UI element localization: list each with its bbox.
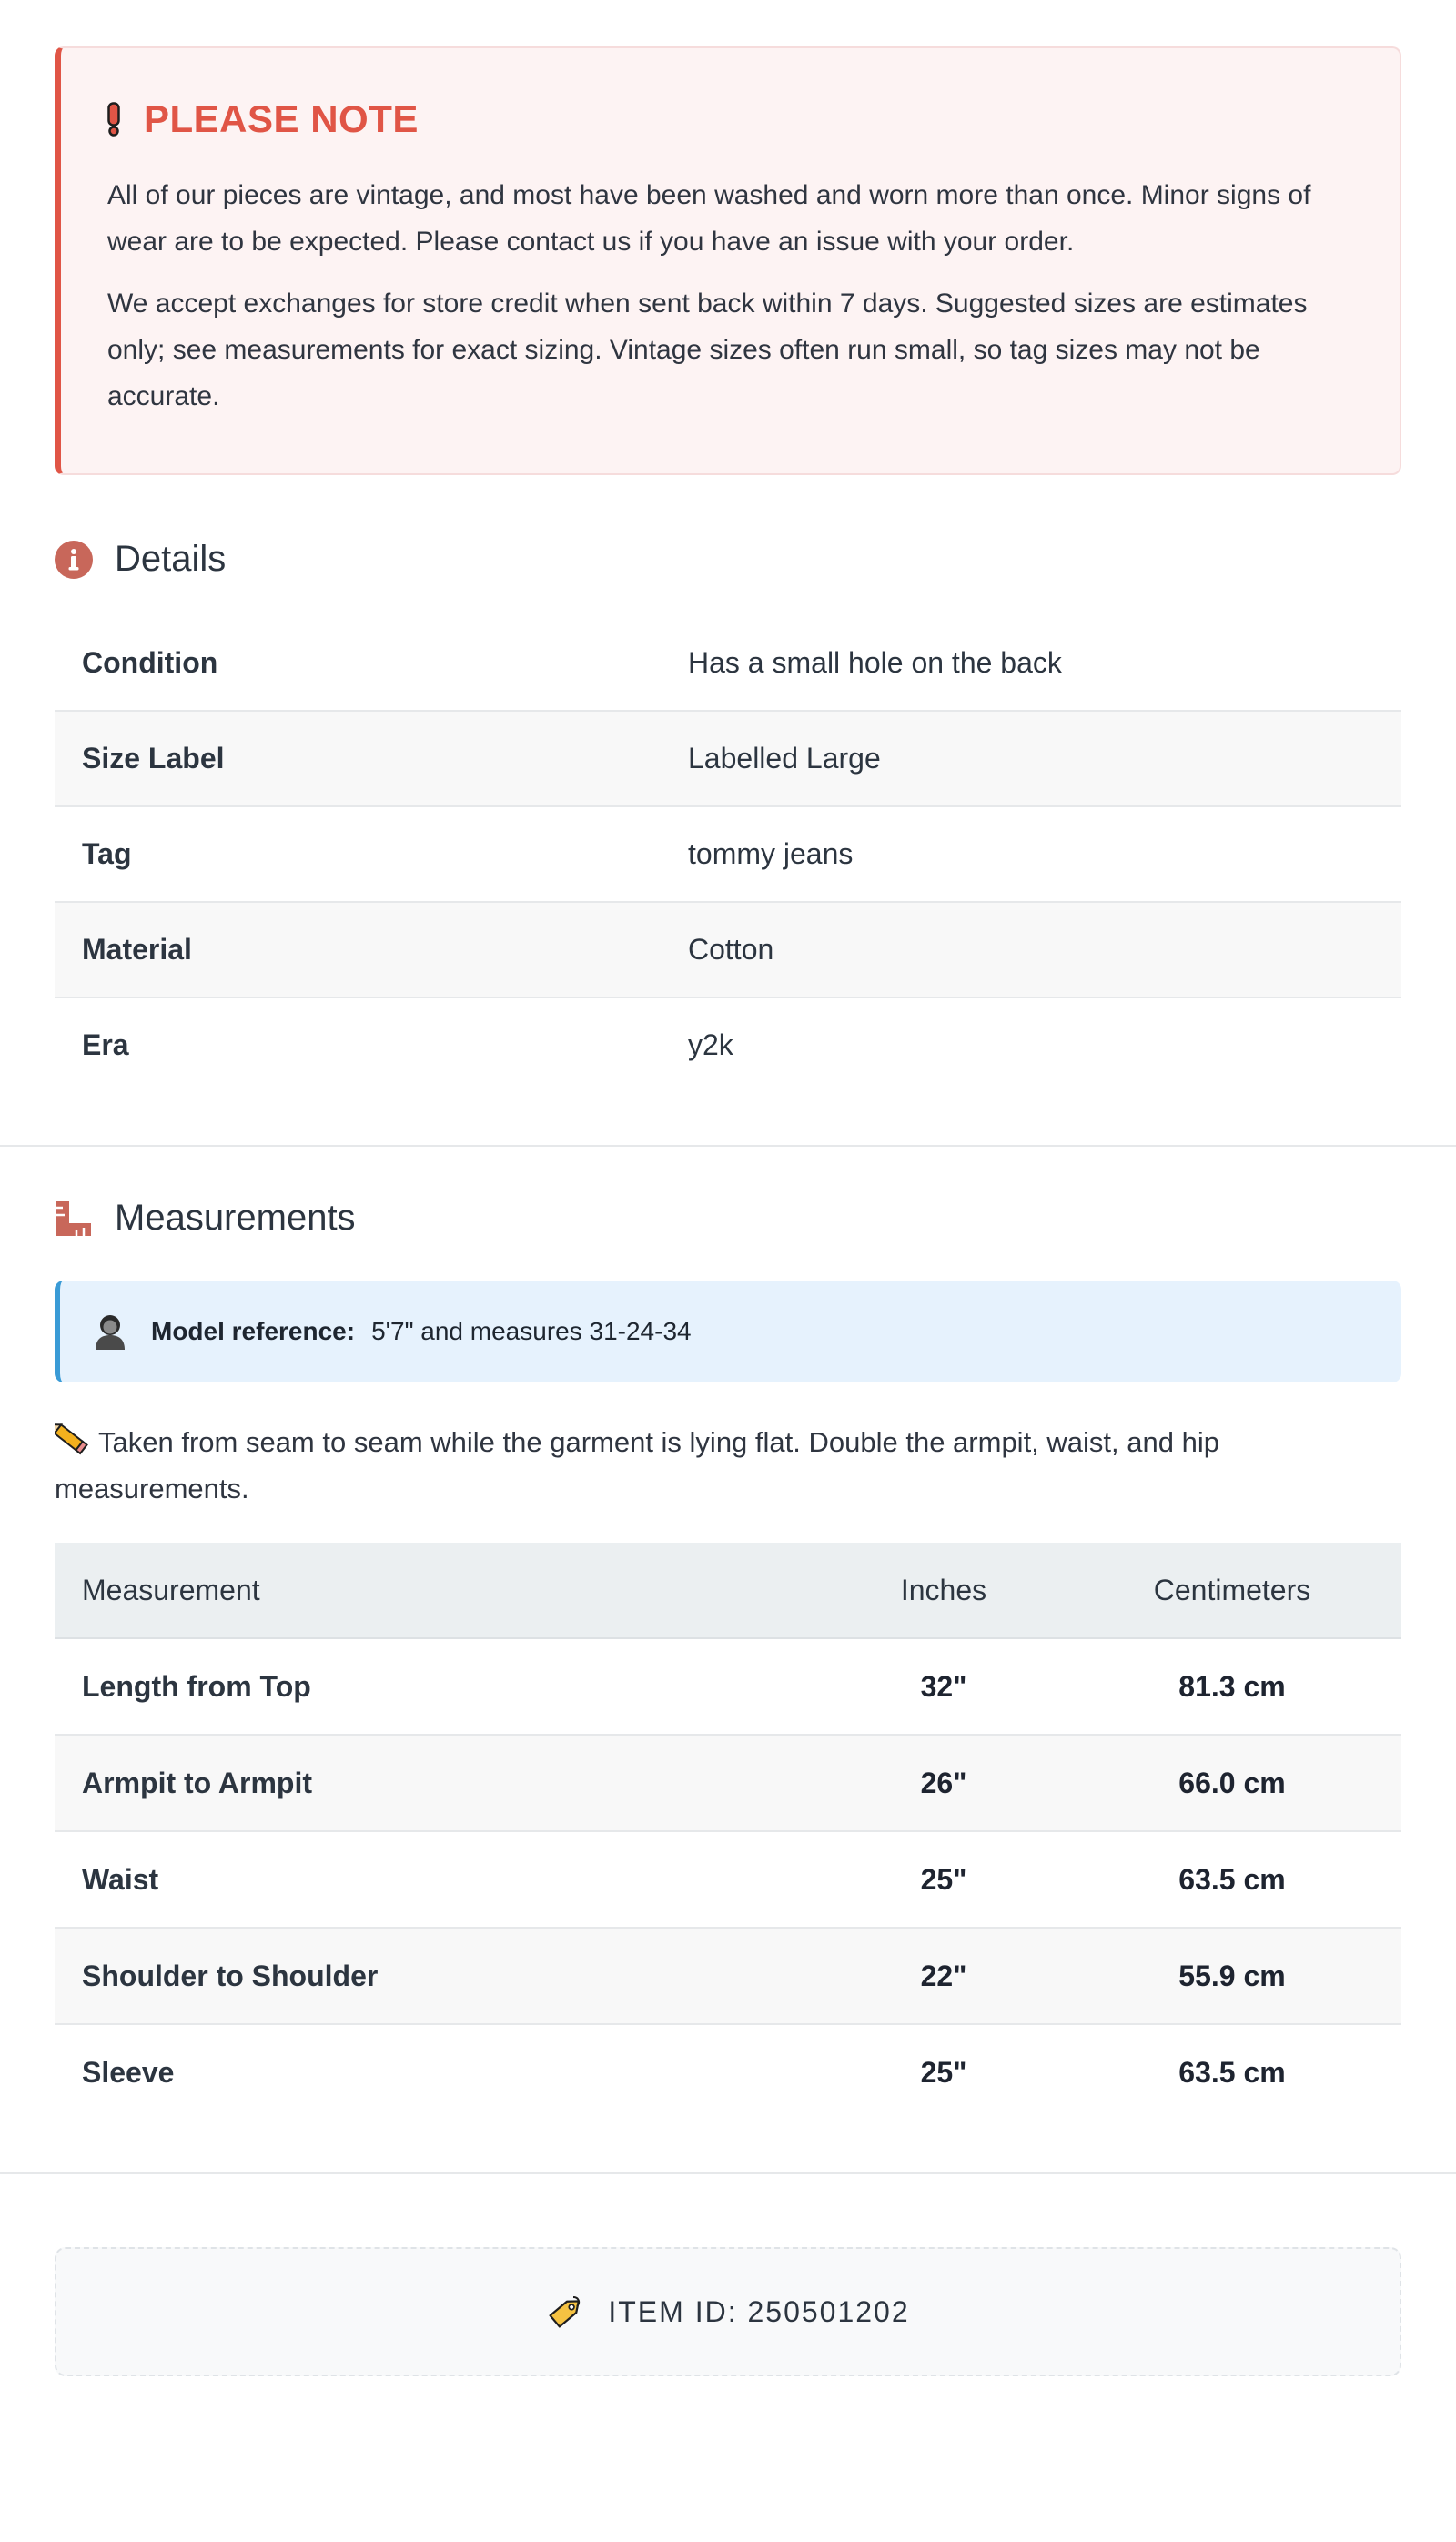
column-header-measurement: Measurement <box>55 1543 824 1638</box>
tag-icon <box>546 2292 586 2332</box>
measurement-row <box>55 1638 1401 1735</box>
measurement-name: Shoulder to Shoulder <box>55 1928 824 2024</box>
details-heading-text: Details <box>115 539 227 579</box>
info-icon <box>55 541 93 579</box>
notice-title-text: PLEASE NOTE <box>144 97 419 140</box>
measurement-row <box>55 1831 1401 1928</box>
notice-paragraph-1: All of our pieces are vintage, and most have been washed and worn more than once. Minor signs of wear are to be expected. Please contact us if you have an issue with your order. <box>107 180 1311 257</box>
section-divider <box>0 2172 1456 2174</box>
measurement-centimeters: 63.5 cm <box>1063 1831 1401 1928</box>
measurement-name: Waist <box>55 1831 824 1928</box>
model-reference-label: Model reference: <box>151 1317 356 1345</box>
ruler-icon <box>55 1200 93 1238</box>
measurement-centimeters: 55.9 cm <box>1063 1928 1401 2024</box>
details-row <box>55 711 1401 806</box>
measurement-centimeters: 63.5 cm <box>1178 2055 1286 2089</box>
details-row-label: Condition <box>55 616 661 711</box>
details-row-value: Has a small hole on the back <box>661 616 1401 711</box>
details-row-value: tommy jeans <box>661 806 1401 902</box>
details-row <box>55 998 1401 1092</box>
details-row-label: Tag <box>55 806 661 902</box>
model-reference-box <box>55 1281 1401 1382</box>
person-icon <box>91 1312 129 1351</box>
measurement-inches: 25" <box>824 1831 1063 1928</box>
measurement-name: Sleeve <box>82 2055 175 2089</box>
measurement-inches: 26" <box>824 1735 1063 1831</box>
exclamation-icon <box>107 102 120 137</box>
details-row <box>55 616 1401 711</box>
notice-title <box>107 97 1354 141</box>
measurement-row <box>55 1928 1401 2024</box>
measurement-inches: 32" <box>824 1638 1063 1735</box>
details-row-label: Material <box>55 902 661 998</box>
measurement-note-text: Taken from seam to seam while the garment is lying flat. Double the armpit, waist, and hip measurements. <box>55 1426 1219 1504</box>
details-row-label: Size Label <box>55 711 661 806</box>
details-row-label: Era <box>82 1028 129 1061</box>
model-reference-value: 5'7" and measures 31-24-34 <box>371 1317 692 1345</box>
column-header-centimeters: Centimeters <box>1063 1543 1401 1638</box>
details-row <box>55 902 1401 998</box>
measurement-inches: 25" <box>920 2055 967 2089</box>
column-header-inches: Inches <box>824 1543 1063 1638</box>
pencil-icon <box>55 1423 91 1459</box>
details-heading <box>55 539 1401 580</box>
notice-paragraph-2: We accept exchanges for store credit when sent back within 7 days. Suggested sizes are estimates only; see measurements for exact sizing. Vintage sizes often run small, so tag sizes may not be accurate. <box>107 289 1308 411</box>
measurement-centimeters: 81.3 cm <box>1063 1638 1401 1735</box>
details-row <box>55 806 1401 902</box>
details-row-value: Cotton <box>661 902 1401 998</box>
measurements-heading <box>55 1198 1401 1239</box>
measurement-name: Armpit to Armpit <box>55 1735 824 1831</box>
measurement-row <box>55 2024 1401 2120</box>
details-table <box>55 616 1401 1092</box>
details-row-value: y2k <box>688 1028 733 1061</box>
section-divider <box>0 1145 1456 1147</box>
item-id-box <box>55 2247 1401 2376</box>
measurement-note <box>55 1419 1401 1512</box>
measurement-centimeters: 66.0 cm <box>1063 1735 1401 1831</box>
measurement-name: Length from Top <box>55 1638 824 1735</box>
measurement-inches: 22" <box>824 1928 1063 2024</box>
details-row-value: Labelled Large <box>661 711 1401 806</box>
notice-box <box>55 46 1401 475</box>
measurement-row <box>55 1735 1401 1831</box>
item-id-text: ITEM ID: 250501202 <box>608 2294 910 2328</box>
measurements-table <box>55 1543 1401 2120</box>
measurements-heading-text: Measurements <box>115 1198 356 1238</box>
